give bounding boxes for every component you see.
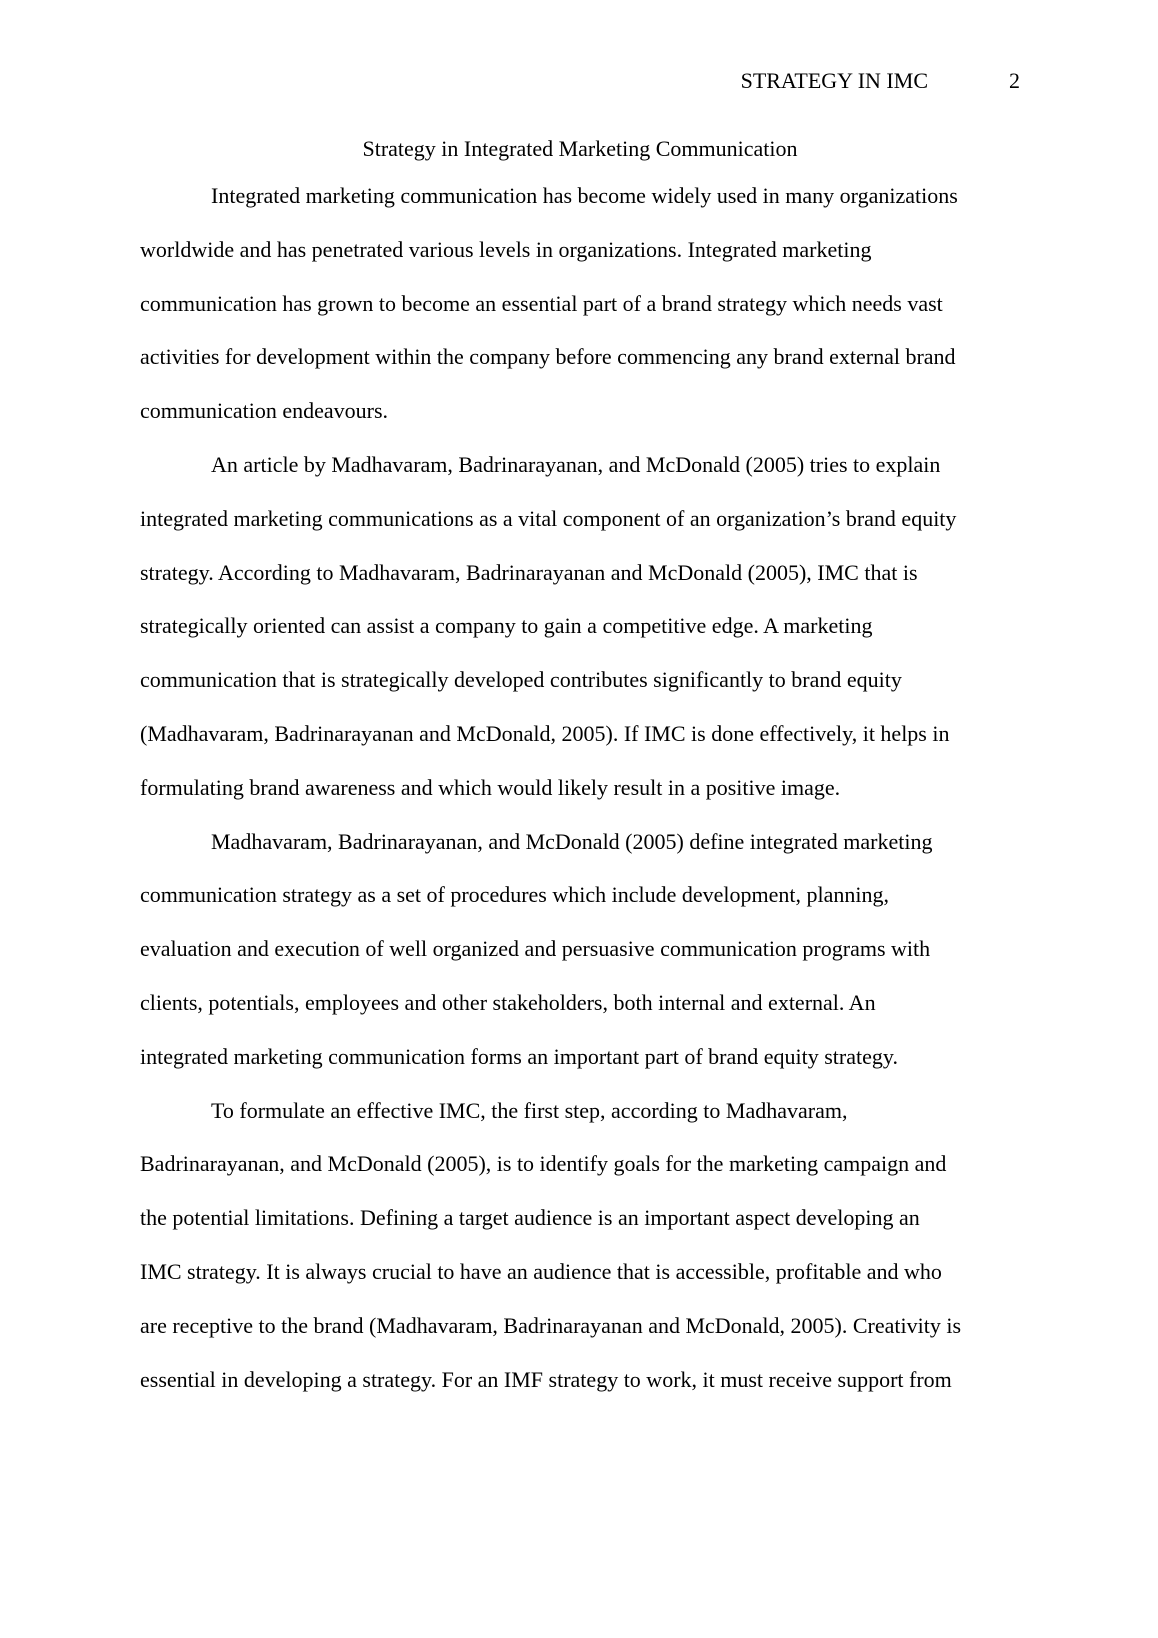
paragraph-line: An article by Madhavaram, Badrinarayanan, and McDonald (2005) tries to explain: [211, 451, 941, 477]
paragraph-line: evaluation and execution of well organized and persuasive communication programs with: [140, 936, 931, 962]
paragraph-line: formulating brand awareness and which would likely result in a positive image.: [140, 774, 841, 800]
paragraph-line: (Madhavaram, Badrinarayanan and McDonald, 2005). If IMC is done effectively, it helps in: [140, 720, 950, 746]
running-head-title: STRATEGY IN IMC: [740, 68, 928, 93]
document-title: Strategy in Integrated Marketing Communication: [362, 136, 798, 161]
paragraph-line: communication endeavours.: [140, 398, 389, 424]
paragraph-line: Madhavaram, Badrinarayanan, and McDonald (2005) define integrated marketing: [211, 828, 933, 854]
paragraph-line: the potential limitations. Defining a target audience is an important aspect developing an: [140, 1205, 920, 1231]
paragraph-line: integrated marketing communication forms an important part of brand equity strategy.: [140, 1043, 898, 1069]
paragraph-line: communication strategy as a set of procedures which include development, planning,: [140, 882, 889, 908]
paragraph-line: IMC strategy. It is always crucial to have an audience that is accessible, profitable and who: [140, 1258, 942, 1284]
paragraph-line: essential in developing a strategy. For an IMF strategy to work, it must receive support from: [140, 1366, 952, 1392]
paragraph-line: strategy. According to Madhavaram, Badrinarayanan and McDonald (2005), IMC that is: [140, 559, 918, 585]
paragraph: [140, 1098, 1020, 1421]
paragraph-line: worldwide and has penetrated various levels in organizations. Integrated marketing: [140, 236, 872, 262]
paragraph-line: Integrated marketing communication has become widely used in many organizations: [211, 183, 958, 208]
paragraph-line: Badrinarayanan, and McDonald (2005), is to identify goals for the marketing campaign and: [140, 1151, 947, 1177]
page-number: 2: [1009, 68, 1020, 93]
paragraph: [140, 829, 1020, 1098]
paragraph-line: strategically oriented can assist a company to gain a competitive edge. A marketing: [140, 613, 873, 639]
paragraph-line: communication that is strategically developed contributes significantly to brand equity: [140, 667, 902, 693]
paragraph-line: are receptive to the brand (Madhavaram, Badrinarayanan and McDonald, 2005). Creativity is: [140, 1312, 962, 1338]
paragraph-line: communication has grown to become an essential part of a brand strategy which needs vast: [140, 290, 943, 316]
running-head: [140, 66, 1020, 96]
paragraph: [140, 452, 1020, 829]
paragraph-line: activities for development within the company before commencing any brand external brand: [140, 344, 956, 370]
paragraph-line: To formulate an effective IMC, the first step, according to Madhavaram,: [211, 1097, 848, 1123]
paragraph: [140, 183, 1020, 452]
document-body: [140, 183, 1020, 1420]
paragraph-line: integrated marketing communications as a vital component of an organization’s brand equity: [140, 505, 957, 531]
paragraph-line: clients, potentials, employees and other stakeholders, both internal and external. An: [140, 989, 876, 1015]
